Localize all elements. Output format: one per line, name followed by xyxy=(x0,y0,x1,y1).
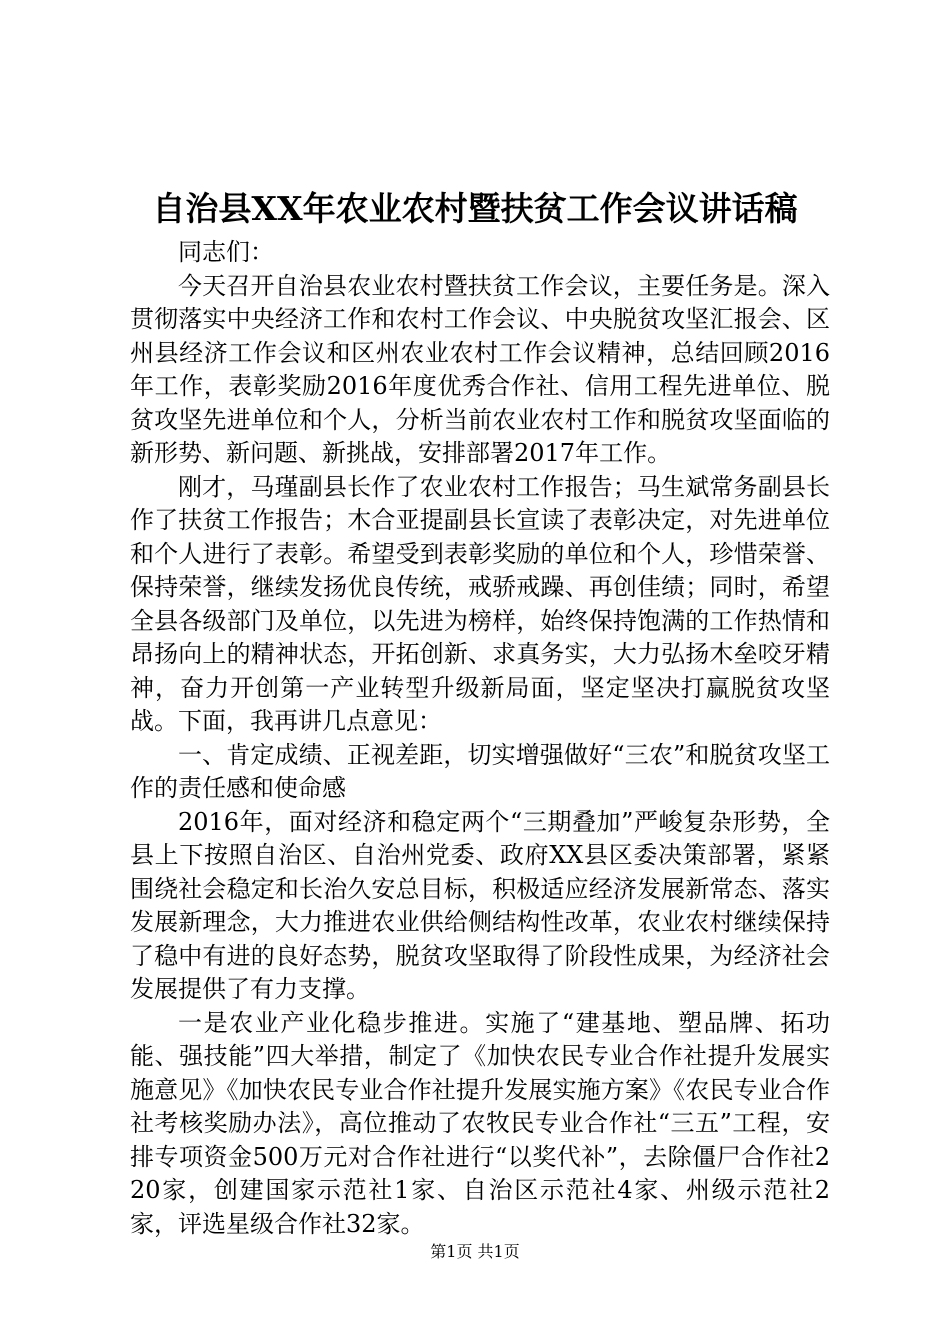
paragraph-review: 刚才，马瑾副县长作了农业农村工作报告；马生斌常务副县长作了扶贫工作报告；木合亚提副县长宣读了表彰决定，对先进单位和个人进行了表彰。希望受到表彰奖励的单位和个人，珍惜荣誉、保持荣誉，继续发扬优良传统，戒骄戒躁、再创佳绩；同时，希望全县各级部门及单位，以先进为榜样，始终保持饱满的工作热情和昂扬向上的精神状态，开拓创新、求真务实，大力弘扬木垒咬牙精神，奋力开创第一产业转型升级新局面，坚定坚决打赢脱贫攻坚战。下面，我再讲几点意见： xyxy=(130,472,830,735)
page-footer: 第1页 共1页 xyxy=(430,1242,520,1261)
section-heading-1: 一、肯定成绩、正视差距，切实增强做好“三农”和脱贫攻坚工作的责任感和使命感 xyxy=(130,740,830,802)
document-body xyxy=(130,236,830,1241)
paragraph-intro: 今天召开自治县农业农村暨扶贫工作会议，主要任务是。深入贯彻落实中央经济工作和农村工作会议、中央脱贫攻坚汇报会、区州县经济工作会议和区州农业农村工作会议精神，总结回顾2016年工作，表彰奖励2016年度优秀合作社、信用工程先进单位、脱贫攻坚先进单位和个人，分析当前农业农村工作和脱贫攻坚面临的新形势、新问题、新挑战，安排部署2017年工作。 xyxy=(130,271,830,467)
document-title: 自治县XX年农业农村暨扶贫工作会议讲话稿 xyxy=(152,189,798,228)
paragraph-2016: 2016年，面对经济和稳定两个“三期叠加”严峻复杂形势，全县上下按照自治区、自治州党委、政府XX县区委决策部署，紧紧围绕社会稳定和长治久安总目标，积极适应经济发展新常态、落实发展新理念，大力推进农业供给侧结构性改革，农业农村继续保持了稳中有进的良好态势，脱贫攻坚取得了阶段性成果，为经济社会发展提供了有力支撑。 xyxy=(130,807,830,1003)
paragraph-agriculture: 一是农业产业化稳步推进。实施了“建基地、塑品牌、拓功能、强技能”四大举措，制定了《加快农民专业合作社提升发展实施意见》《加快农民专业合作社提升发展实施方案》《农民专业合作社考核奖励办法》，高位推动了农牧民专业合作社“三五”工程，安排专项资金500万元对合作社进行“以奖代补”，去除僵尸合作社220家，创建国家示范社1家、自治区示范社4家、州级示范社2家，评选星级合作社32家。 xyxy=(130,1008,830,1238)
salutation: 同志们： xyxy=(178,238,274,266)
